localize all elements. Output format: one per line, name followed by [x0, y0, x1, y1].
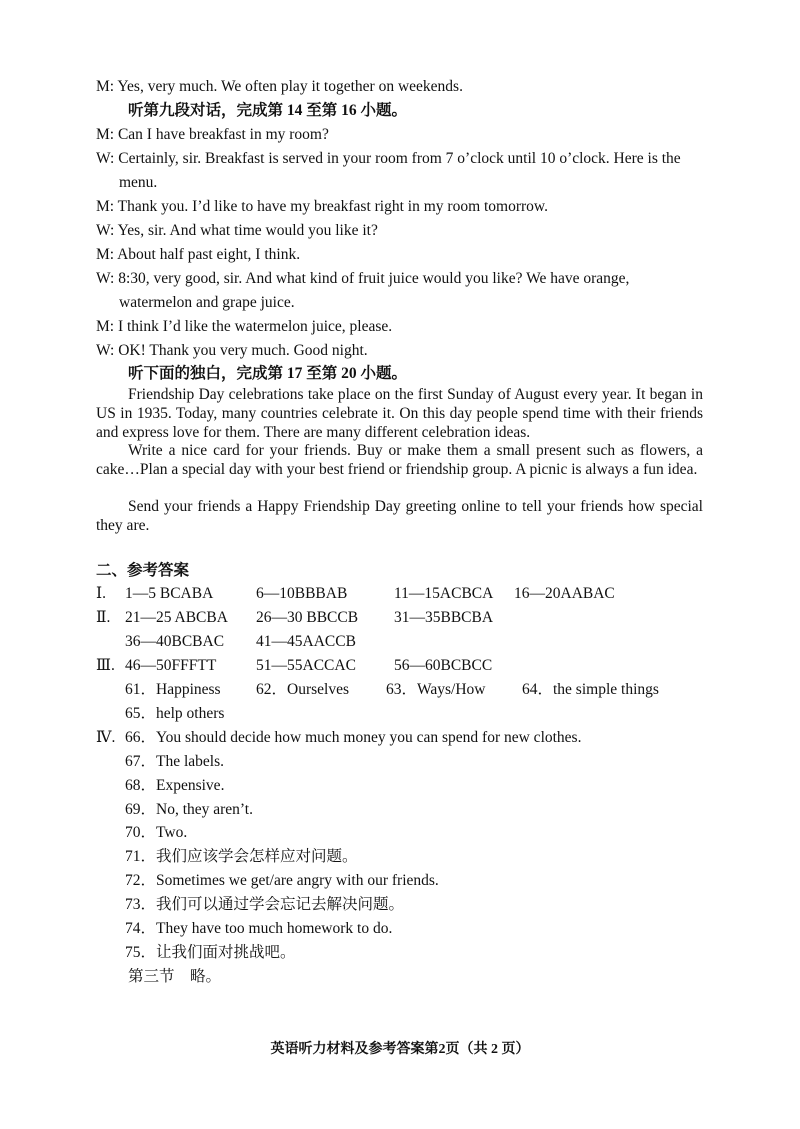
answer-item: 72．Sometimes we get/are angry with our friends. — [125, 872, 439, 889]
answer-group: 6—10BBBAB — [256, 585, 348, 602]
dialogue-line: W: Certainly, sir. Breakfast is served in your room from 7 o’clock until 10 o’clock. Here is the — [96, 150, 681, 167]
answer-item: 70．Two. — [125, 824, 188, 841]
dialogue-line: M: Can I have breakfast in my room? — [96, 126, 329, 143]
dialogue-line: menu. — [119, 174, 158, 191]
section-heading-monologue: 听下面的独白，完成第 17 至第 20 小题。 — [128, 365, 408, 382]
answer-group: 21—25 ABCBA — [125, 609, 228, 626]
fill-answer: 61．Happiness — [125, 681, 221, 698]
dialogue-line: M: Yes, very much. We often play it together on weekends. — [96, 78, 463, 95]
fill-answer: 63．Ways/How — [386, 681, 486, 698]
section3-note: 第三节 略。 — [128, 968, 222, 985]
part-label: Ⅲ. — [96, 657, 115, 674]
dialogue-line: M: About half past eight, I think. — [96, 246, 301, 263]
monologue-paragraph: Send your friends a Happy Friendship Day greeting online to tell your friends how special they are. — [96, 498, 703, 534]
answers-heading: 二、参考答案 — [96, 562, 190, 579]
answer-group: 36—40BCBAC — [125, 633, 225, 650]
answer-item: 73．我们可以通过学会忘记去解决问题。 — [125, 896, 405, 913]
answer-group: 16—20AABAC — [514, 585, 615, 602]
answer-item: 75．让我们面对挑战吧。 — [125, 944, 296, 961]
answer-group: 46—50FFFTT — [125, 657, 217, 674]
dialogue-line: M: Thank you. I’d like to have my breakfast right in my room tomorrow. — [96, 198, 548, 215]
fill-answer: 65．help others — [125, 705, 225, 722]
dialogue-line: W: OK! Thank you very much. Good night. — [96, 342, 368, 359]
part-label: Ⅰ. — [96, 585, 106, 602]
monologue-paragraph: Friendship Day celebrations take place on the first Sunday of August every year. It began in US in 1935. Today, many countries celebrate it. On this day people spend time with their friends and express love for them. There are many different celebration ideas. — [96, 386, 703, 441]
answer-item: 67．The labels. — [125, 753, 225, 770]
answer-group: 31—35BBCBA — [394, 609, 494, 626]
answer-group: 41—45AACCB — [256, 633, 356, 650]
dialogue-line: W: 8:30, very good, sir. And what kind of fruit juice would you like? We have orange, — [96, 270, 630, 287]
answer-group: 56—60BCBCC — [394, 657, 493, 674]
answer-item: 71．我们应该学会怎样应对问题。 — [125, 848, 358, 865]
answer-item: 69．No, they aren’t. — [125, 801, 253, 818]
part-label: Ⅳ. — [96, 729, 116, 746]
answer-item: 74．They have too much homework to do. — [125, 920, 393, 937]
answer-item: 68．Expensive. — [125, 777, 225, 794]
answer-group: 1—5 BCABA — [125, 585, 214, 602]
answer-group: 11—15ACBCA — [394, 585, 494, 602]
answer-group: 26—30 BBCCB — [256, 609, 359, 626]
answer-item: 66．You should decide how much money you can spend for new clothes. — [125, 729, 582, 746]
fill-answer: 64．the simple things — [522, 681, 659, 698]
part-label: Ⅱ. — [96, 609, 111, 626]
monologue-paragraph: Write a nice card for your friends. Buy or make them a small present such as flowers, a cake…Plan a special day with your best friend or friendship group. A picnic is always a fun idea. — [96, 442, 703, 478]
fill-answer: 62．Ourselves — [256, 681, 349, 698]
dialogue-line: W: Yes, sir. And what time would you like it? — [96, 222, 378, 239]
page-footer: 英语听力材料及参考答案第2页（共 2 页） — [270, 1042, 530, 1057]
answer-group: 51—55ACCAC — [256, 657, 356, 674]
dialogue-line: watermelon and grape juice. — [119, 294, 295, 311]
dialogue-line: M: I think I’d like the watermelon juice, please. — [96, 318, 393, 335]
section-heading-dialogue9: 听第九段对话，完成第 14 至第 16 小题。 — [128, 102, 408, 119]
